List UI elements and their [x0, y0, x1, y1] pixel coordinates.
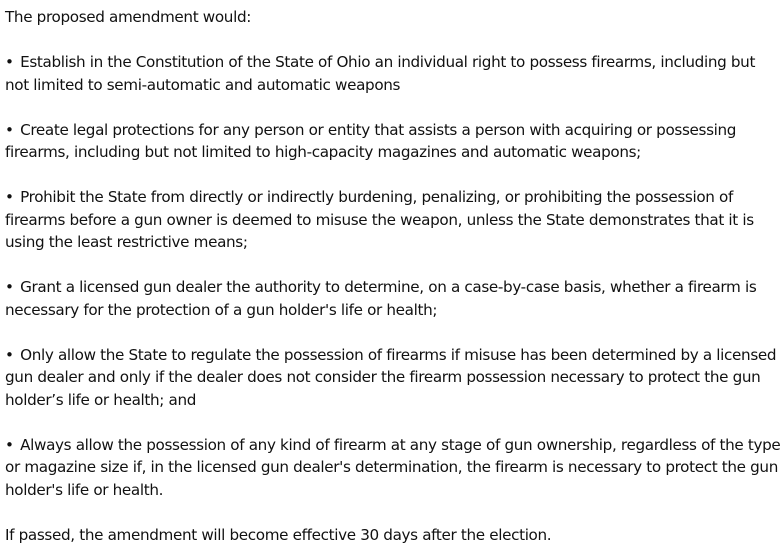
bullet-text-5: Only allow the State to regulate the possession of firearms if misuse has been determined by a licensed gun dealer and only if the dealer does not consider the firearm possession necessary to protect the gun holder’s life or health; and [5, 345, 777, 409]
bullet-text-3: Prohibit the State from directly or indirectly burdening, penalizing, or prohibiting the possession of firearms before a gun owner is deemed to misuse the weapon, unless the State demonstrates that it is using the least restrictive means; [5, 188, 754, 251]
bullet-text-1: Establish in the Constitution of the State of Ohio an individual right to possess firearms, including but not limited to semi-automatic and automatic weapons [5, 53, 756, 94]
document-body [5, 6, 783, 546]
bullet-item-2 [5, 119, 783, 164]
bullet-item-5 [5, 344, 783, 412]
bullet-text-6: Always allow the possession of any kind of firearm at any stage of gun ownership, regardless of the type or magazine size if, in the licensed gun dealer's determination, the firearm is necessary to protect the gun holder's life or health. [5, 435, 781, 499]
bullet-item-4 [5, 276, 783, 321]
bullet-marker: • [5, 188, 14, 206]
bullet-text-4: Grant a licensed gun dealer the authority to determine, on a case-by-case basis, whether a firearm is necessary for the protection of a gun holder's life or health; [5, 278, 757, 319]
bullet-marker: • [5, 435, 14, 454]
bullet-text-2: Create legal protections for any person or entity that assists a person with acquiring or possessing firearms, including but not limited to high-capacity magazines and automatic weapons; [5, 120, 737, 161]
intro-text: The proposed amendment would: [5, 8, 251, 26]
bullet-item-6 [5, 434, 783, 502]
bullet-marker: • [5, 120, 14, 139]
bullet-item-3 [5, 186, 783, 254]
bullet-marker: • [5, 53, 14, 71]
bullet-marker: • [5, 345, 14, 364]
bullet-marker: • [5, 278, 14, 296]
bullet-item-1 [5, 51, 783, 96]
closing-text: If passed, the amendment will become effective 30 days after the election. [5, 525, 552, 544]
